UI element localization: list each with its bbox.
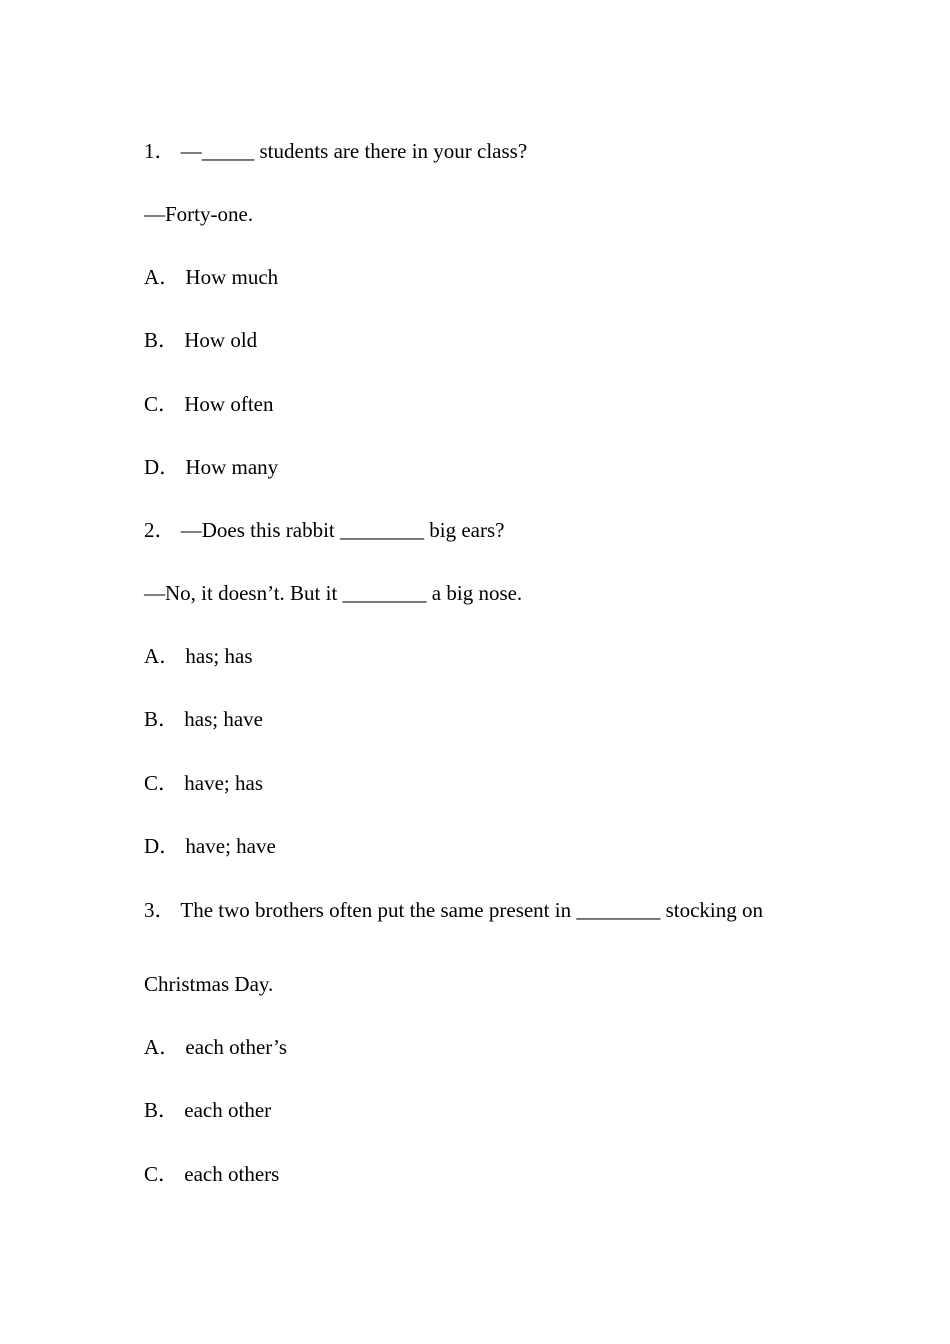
option-label: D． [144,455,181,479]
option-text: How often [184,392,274,416]
question-number: 1． [144,139,176,163]
option-label: B． [144,328,180,352]
question-3-stem-continued: Christmas Day. [144,972,274,996]
question-1-option-d [144,454,278,480]
option-label: B． [144,1098,180,1122]
option-text: each others [184,1162,280,1186]
question-2-option-b [144,706,263,732]
question-1-option-c [144,391,274,417]
option-text: How old [184,328,258,352]
question-3-option-c [144,1161,279,1187]
option-label: A． [144,1035,181,1059]
option-label: A． [144,644,181,668]
option-text: each other’s [185,1035,288,1059]
option-label: C． [144,1162,180,1186]
question-1-stem [144,138,527,164]
question-text: —_____ students are there in your class? [180,139,528,163]
option-text: How many [185,455,279,479]
option-text: How much [185,265,279,289]
question-number: 2． [144,518,176,542]
question-1-reply: —Forty-one. [144,202,254,226]
question-2-option-d [144,833,276,859]
option-text: have; has [184,771,263,795]
question-3-option-a [144,1034,287,1060]
question-2-option-a [144,643,253,669]
option-text: have; have [185,834,276,858]
option-label: B． [144,707,180,731]
question-1-option-b [144,327,257,353]
question-2-stem [144,517,504,543]
question-text: The two brothers often put the same present in ________ stocking on [180,898,764,922]
question-text: —Does this rabbit ________ big ears? [180,518,505,542]
question-3-stem [144,897,763,923]
option-text: has; have [184,707,263,731]
question-3-option-b [144,1097,271,1123]
option-text: each other [184,1098,272,1122]
option-label: C． [144,771,180,795]
question-1-option-a [144,264,278,290]
question-number: 3． [144,898,176,922]
question-2-option-c [144,770,263,796]
option-text: has; has [185,644,253,668]
question-2-reply: —No, it doesn’t. But it ________ a big nose. [144,581,523,605]
option-label: A． [144,265,181,289]
option-label: D． [144,834,181,858]
option-label: C． [144,392,180,416]
